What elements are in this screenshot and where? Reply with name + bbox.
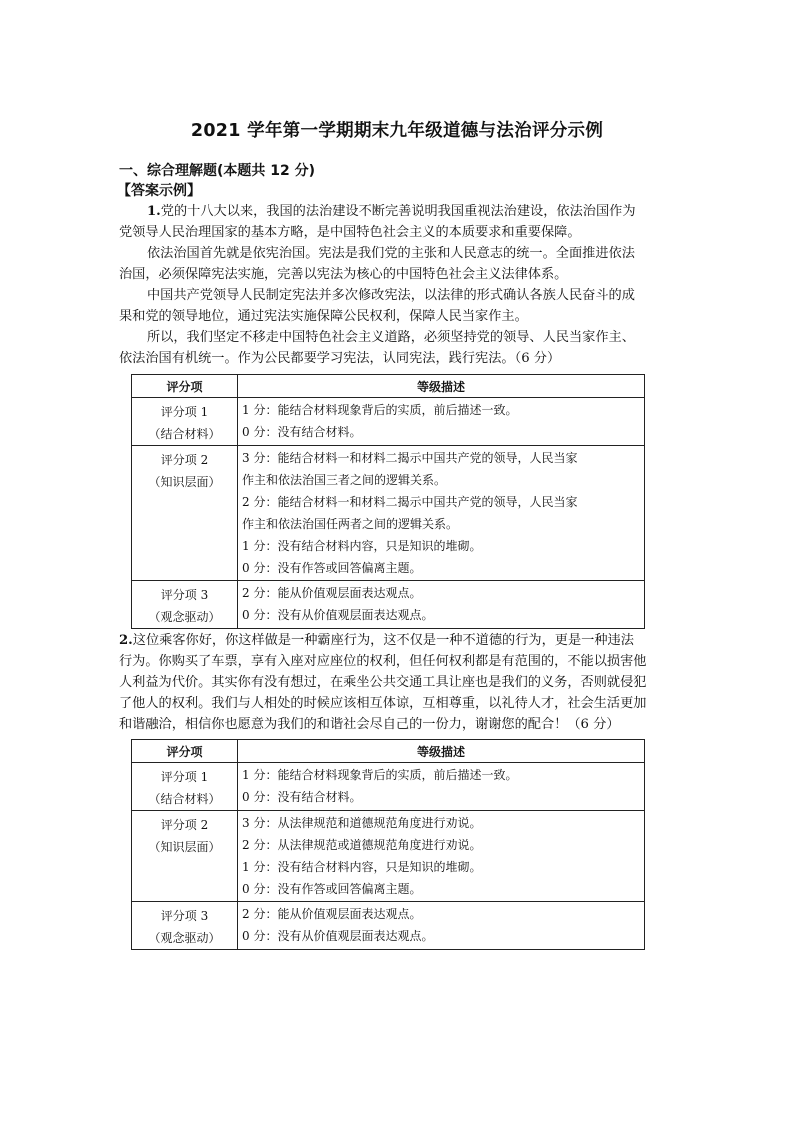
scoring-item-category: （结合材料） xyxy=(148,792,221,806)
level-line: 1 分：能结合材料现象背后的实质，前后描述一致。 xyxy=(242,403,518,417)
level-line: 1 分：没有结合材料内容，只是知识的堆砌。 xyxy=(242,860,482,874)
q1-paragraph-4: 所以，我们坚定不移走中国特色社会主义道路，必须坚持党的领导、人民当家作主、依法治国有机统一。作为公民都要学习宪法，认同宪法，践行宪法。（6 分） xyxy=(119,330,635,366)
section-heading: 一、综合理解题(本题共 12 分) xyxy=(119,163,316,179)
table-row xyxy=(132,811,645,902)
scoring-item-cell xyxy=(132,811,238,902)
scoring-item-category: （观念驱动） xyxy=(148,610,221,624)
scoring-item-cell xyxy=(132,446,238,581)
level-line: 作主和依法治国任两者之间的逻辑关系。 xyxy=(242,517,459,531)
level-description-cell xyxy=(238,581,645,629)
level-description-cell xyxy=(238,902,645,950)
level-line: 0 分：没有从价值观层面表达观点。 xyxy=(242,608,434,622)
level-line: 3 分：从法律规范和道德规范角度进行劝说。 xyxy=(242,816,482,830)
table-row xyxy=(132,581,645,629)
q2-number: 2. xyxy=(119,633,133,648)
scoring-item-name: 评分项 1 xyxy=(160,405,209,419)
level-description-cell xyxy=(238,811,645,902)
table-header-row xyxy=(132,375,645,398)
q1-rubric-table xyxy=(131,374,645,629)
q1-paragraph-2: 依法治国首先就是依宪治国。宪法是我们党的主张和人民意志的统一。全面推进依法治国，必须保障宪法实施，完善以宪法为核心的中国特色社会主义法律体系。 xyxy=(119,246,635,282)
q1-paragraph-1-text: 党的十八大以来，我国的法治建设不断完善说明我国重视法治建设，依法治国作为党领导人民治理国家的基本方略，是中国特色社会主义的本质要求和重要保障。 xyxy=(119,204,636,240)
level-description-cell xyxy=(238,398,645,446)
scoring-item-name: 评分项 3 xyxy=(160,588,209,602)
page-title: 2021 学年第一学期期末九年级道德与法治评分示例 xyxy=(190,121,604,141)
scoring-item-name: 评分项 3 xyxy=(160,909,209,923)
header-scoring-item: 评分项 xyxy=(132,375,238,398)
level-line: 2 分：能从价值观层面表达观点。 xyxy=(242,586,422,600)
level-line: 作主和依法治国三者之间的逻辑关系。 xyxy=(242,473,447,487)
q1-paragraph-1 xyxy=(119,201,647,243)
q1-paragraph-3: 中国共产党领导人民制定宪法并多次修改宪法，以法律的形式确认各族人民奋斗的成果和党的领导地位，通过宪法实施保障公民权利，保障人民当家作主。 xyxy=(119,288,635,324)
scoring-item-category: （知识层面） xyxy=(148,840,221,854)
scoring-item-cell xyxy=(132,398,238,446)
scoring-item-name: 评分项 2 xyxy=(160,453,209,467)
q2-rubric-table xyxy=(131,739,645,950)
level-line: 0 分：没有作答或回答偏离主题。 xyxy=(242,882,422,896)
level-line: 2 分：能从价值观层面表达观点。 xyxy=(242,907,422,921)
level-line: 0 分：没有作答或回答偏离主题。 xyxy=(242,561,422,575)
level-description-cell xyxy=(238,446,645,581)
level-line: 0 分：没有结合材料。 xyxy=(242,790,362,804)
scoring-item-category: （知识层面） xyxy=(148,475,221,489)
header-scoring-item: 评分项 xyxy=(132,740,238,763)
q2-paragraph-text: 这位乘客你好，你这样做是一种霸座行为，这不仅是一种不道德的行为，更是一种违法行为。你购买了车票，享有入座对应座位的权利，但任何权利都是有范围的，不能以损害他人利益为代价。其实你有没有想过，在乘坐公共交通工具让座也是我们的义务，否则就侵犯了他人的权利。我们与人相处的时候应该相互体谅，互相尊重，以礼待人才，社会生活更加和谐融洽，相信你也愿意为我们的和谐社会尽自己的一份力，谢谢您的配合！（6 分） xyxy=(119,633,647,732)
q1-number: 1. xyxy=(147,204,161,219)
level-line: 1 分：没有结合材料内容，只是知识的堆砌。 xyxy=(242,539,482,553)
header-level-description: 等级描述 xyxy=(238,375,645,398)
table-row xyxy=(132,763,645,811)
level-line: 2 分：能结合材料一和材料二揭示中国共产党的领导，人民当家 xyxy=(242,495,578,509)
table-row xyxy=(132,398,645,446)
answer-example-label: 【答案示例】 xyxy=(117,183,201,199)
level-line: 0 分：没有从价值观层面表达观点。 xyxy=(242,929,434,943)
level-line: 1 分：能结合材料现象背后的实质，前后描述一致。 xyxy=(242,768,518,782)
level-description-cell xyxy=(238,763,645,811)
scoring-item-name: 评分项 2 xyxy=(160,818,209,832)
header-level-description: 等级描述 xyxy=(238,740,645,763)
scoring-item-category: （结合材料） xyxy=(148,427,221,441)
level-line: 2 分：从法律规范或道德规范角度进行劝说。 xyxy=(242,838,482,852)
table-row xyxy=(132,902,645,950)
scoring-item-cell xyxy=(132,763,238,811)
scoring-item-cell xyxy=(132,902,238,950)
scoring-item-cell xyxy=(132,581,238,629)
level-line: 0 分：没有结合材料。 xyxy=(242,425,362,439)
scoring-item-category: （观念驱动） xyxy=(148,931,221,945)
q2-paragraph xyxy=(119,630,647,735)
scoring-item-name: 评分项 1 xyxy=(160,770,209,784)
table-row xyxy=(132,446,645,581)
level-line: 3 分：能结合材料一和材料二揭示中国共产党的领导，人民当家 xyxy=(242,451,578,465)
table-header-row xyxy=(132,740,645,763)
